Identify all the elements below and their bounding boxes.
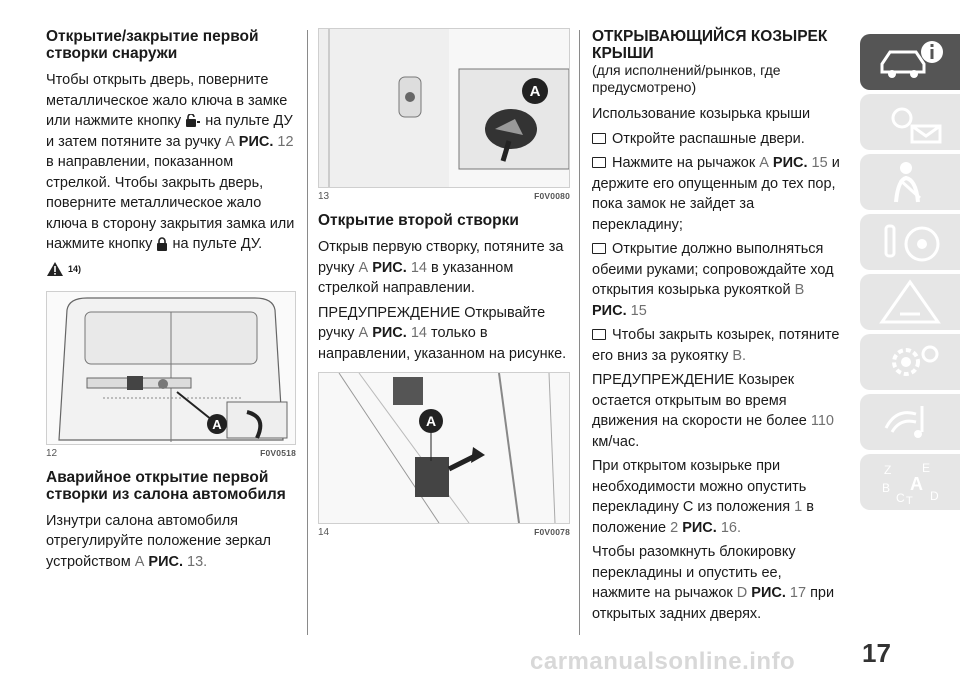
car-info-icon: [876, 38, 948, 86]
section-heading-emergency-open: Аварийное открытие первой створки из салона автомобиля: [46, 468, 286, 503]
svg-text:B: B: [882, 481, 891, 495]
bullet-1: Откройте распашные двери.: [592, 129, 842, 150]
multimedia-icon: [876, 398, 948, 446]
figure-13-handle: [318, 28, 570, 188]
footer-watermark: carmanualsonline.info: [530, 648, 796, 675]
paragraph-crossbar-lower: При открытом козырьке при необходимости можно опустить перекладину С из положения 1 в положение 2 РИС. 16.: [592, 458, 814, 536]
bullet-icon: [592, 329, 606, 340]
paragraph-roof-warning: ПРЕДУПРЕЖДЕНИЕ Козырек остается открытым во время движения на скорости не более 110 км/час.: [592, 372, 834, 450]
section-heading-exterior-open: Открытие/закрытие первой створки снаружи: [46, 28, 259, 62]
figure-14-label: A: [425, 413, 437, 429]
svg-text:T: T: [906, 495, 913, 506]
figure-14-caption: 14 F0V0078: [318, 527, 570, 538]
figure-14-second-handle: [318, 372, 570, 524]
column-2: [318, 28, 570, 548]
chapter-tab-index[interactable]: [860, 454, 960, 510]
section-heading-second-door: Открытие второй створки: [318, 212, 519, 229]
paragraph-crossbar-unlock: Чтобы разомкнуть блокировку перекладины и опустить ее, нажмите на рычажок D РИС. 17 при открытых задних дверях.: [592, 544, 835, 622]
svg-text:C: C: [896, 491, 905, 505]
chapter-sidebar: [850, 34, 960, 514]
bullet-icon: [592, 133, 606, 144]
index-icon: [876, 458, 948, 506]
chapter-tab-vehicle-info[interactable]: [860, 34, 960, 90]
svg-text:D: D: [930, 489, 939, 503]
lock-button-icon: [156, 237, 168, 251]
key-steering-icon: [876, 218, 948, 266]
paragraph-second-door-warning: ПРЕДУПРЕЖДЕНИЕ Открывайте ручку А РИС. 14 только в направлении, указанном на рисунке.: [318, 304, 567, 362]
bullet-2: Нажмите на рычажок А РИС. 15 и держите его опущенным до тех пор, пока замок не зайдет за перекладину;: [592, 155, 840, 233]
warning-lights-icon: [876, 98, 948, 146]
warning-note: 14): [46, 261, 296, 277]
figure-13-label: A: [529, 83, 541, 100]
warning-triangle-icon: [876, 278, 948, 326]
section-heading-roof-flap: ОТКРЫВАЮЩИЙСЯ КОЗЫРЕК КРЫШИ (для исполнений/рынков, где предусмотрено): [592, 28, 828, 95]
paragraph-emergency-open: Изнутри салона автомобиля отрегулируйте положение зеркал устройством А РИС. 13.: [46, 512, 272, 570]
page-number: 17: [862, 638, 891, 668]
figure-13-caption: 13 F0V0080: [318, 191, 570, 202]
svg-text:E: E: [922, 461, 931, 475]
chapter-tab-start-drive[interactable]: [860, 214, 960, 270]
chapter-tab-dashboard[interactable]: [860, 94, 960, 150]
bullet-icon: [592, 157, 606, 168]
unlock-button-icon: [185, 114, 201, 128]
figure-12-label: A: [212, 416, 222, 432]
figure-12-rear-door: [46, 291, 296, 445]
warning-icon: [46, 261, 64, 277]
svg-text:Z: Z: [884, 463, 892, 477]
paragraph-second-door: Открыв первую створку, потяните за ручку А РИС. 14 в указанном стрелкой направлении.: [318, 239, 564, 296]
column-3: [592, 28, 842, 628]
bullet-icon: [592, 243, 606, 254]
chapter-tab-emergency[interactable]: [860, 274, 960, 330]
chapter-tab-safety[interactable]: [860, 154, 960, 210]
chapter-tab-multimedia[interactable]: [860, 394, 960, 450]
column-divider-2: [579, 30, 580, 635]
paragraph-exterior-open: Чтобы открыть дверь, поверните металлическое жало ключа в замке или нажмите кнопку на пульте ДУ и затем потяните за ручку А РИС. 12 в направлении, показанном стрелкой. Чтобы закрыть дверь, поверните металлическое жало ключа в сторону закрытия замка или нажмите кнопку на пульте ДУ.: [46, 72, 295, 252]
figure-12-caption: 12 F0V0518: [46, 447, 296, 459]
seatbelt-icon: [876, 158, 948, 206]
svg-text:A: A: [910, 474, 923, 494]
bullet-3: Открытие должно выполняться обеими руками; сопровождайте ход открытия козырька рукояткой В РИС. 15: [592, 241, 834, 319]
chapter-tab-maintenance[interactable]: [860, 334, 960, 390]
paragraph-roof-intro: Использование козырька крыши: [592, 106, 811, 122]
service-gear-icon: [876, 338, 948, 386]
column-1: [46, 28, 296, 576]
column-divider-1: [307, 30, 308, 635]
bullet-4: Чтобы закрыть козырек, потяните его вниз за рукоятку В.: [592, 327, 840, 364]
